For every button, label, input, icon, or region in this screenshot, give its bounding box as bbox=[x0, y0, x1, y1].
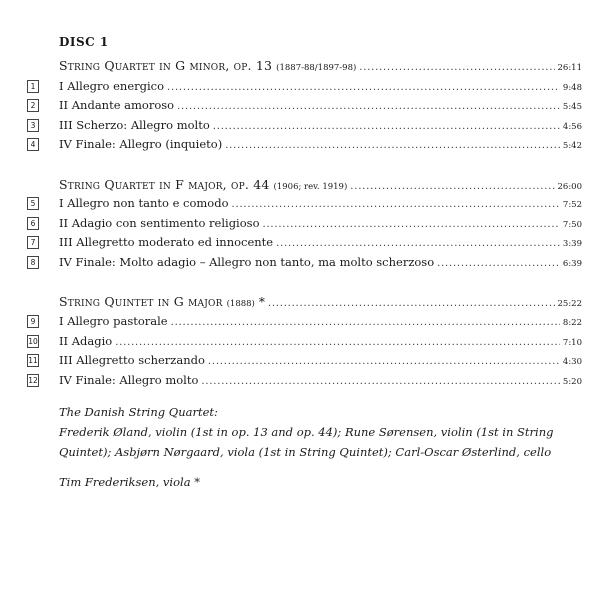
track-number: 6 bbox=[27, 217, 39, 230]
track-item bbox=[27, 235, 582, 251]
track-row bbox=[59, 216, 582, 230]
track-title: I Allegro non tanto e comodo bbox=[59, 196, 229, 210]
track-title: IV Finale: Allegro (inquieto) bbox=[59, 137, 223, 151]
track-duration: 3:39 bbox=[562, 239, 582, 249]
track-duration: 9:48 bbox=[562, 83, 582, 93]
track-row bbox=[59, 334, 582, 348]
track-number: 7 bbox=[27, 236, 39, 249]
track-duration: 4:56 bbox=[562, 122, 582, 132]
work-title: String Quartet in F major, op. 44 bbox=[59, 177, 270, 192]
track-title: II Andante amoroso bbox=[59, 98, 175, 112]
work-dates: (1888) bbox=[226, 299, 255, 309]
dot-leader bbox=[208, 356, 560, 367]
track-number: 8 bbox=[27, 256, 39, 269]
dot-leader bbox=[263, 219, 560, 230]
track-title: III Allegretto moderato ed innocente bbox=[59, 235, 274, 249]
track-row bbox=[59, 79, 582, 93]
track-title: I Allegro pastorale bbox=[59, 314, 168, 328]
disc-label: DISC 1 bbox=[59, 35, 109, 49]
dot-leader bbox=[232, 199, 560, 210]
track-title: IV Finale: Allegro molto bbox=[59, 373, 199, 387]
track-title: II Adagio con sentimento religioso bbox=[59, 216, 260, 230]
work-star: * bbox=[258, 295, 265, 309]
track-title: I Allegro energico bbox=[59, 79, 165, 93]
track-item bbox=[27, 98, 582, 114]
work-title: String Quintet in G major bbox=[59, 294, 223, 309]
track-item bbox=[27, 118, 582, 134]
track-row bbox=[59, 235, 582, 249]
track-duration: 7:50 bbox=[562, 220, 582, 230]
dot-leader bbox=[268, 298, 555, 309]
track-number: 12 bbox=[28, 376, 38, 385]
ensemble-name: The Danish String Quartet: bbox=[59, 405, 218, 419]
work-heading bbox=[59, 177, 582, 193]
track-item bbox=[27, 314, 582, 330]
work-dates: (1906; rev. 1919) bbox=[273, 182, 348, 192]
dot-leader bbox=[167, 82, 560, 93]
track-item bbox=[27, 255, 582, 271]
track-duration: 7:10 bbox=[562, 338, 582, 348]
track-row bbox=[59, 118, 582, 132]
track-duration: 7:52 bbox=[562, 200, 582, 210]
work-title: String Quartet in G minor, op. 13 bbox=[59, 58, 273, 73]
track-duration: 5:42 bbox=[562, 141, 582, 151]
dot-leader bbox=[225, 140, 560, 151]
track-item bbox=[27, 334, 582, 350]
track-duration: 5:20 bbox=[562, 377, 582, 387]
dot-leader bbox=[350, 181, 554, 192]
track-number: 10 bbox=[28, 337, 38, 346]
track-row bbox=[59, 196, 582, 210]
track-row bbox=[59, 314, 582, 328]
dot-leader bbox=[213, 121, 560, 132]
work-duration: 25:22 bbox=[557, 299, 582, 309]
track-title: IV Finale: Molto adagio – Allegro non tanto, ma molto scherzoso bbox=[59, 255, 435, 269]
track-duration: 6:39 bbox=[562, 259, 582, 269]
track-title: II Adagio bbox=[59, 334, 113, 348]
dot-leader bbox=[276, 238, 560, 249]
ensemble-members-line-1: Frederik Øland, violin (1st in op. 13 and op. 44); Rune Sørensen, violin (1st in String bbox=[59, 425, 554, 439]
track-row bbox=[59, 137, 582, 151]
work-heading bbox=[59, 58, 582, 74]
track-number: 9 bbox=[27, 315, 39, 328]
guest-performer: Tim Frederiksen, viola * bbox=[59, 475, 200, 489]
track-title: III Scherzo: Allegro molto bbox=[59, 118, 210, 132]
work-duration: 26:11 bbox=[557, 63, 582, 73]
dot-leader bbox=[177, 101, 560, 112]
track-duration: 5:45 bbox=[562, 102, 582, 112]
dot-leader bbox=[437, 258, 560, 269]
track-duration: 4:30 bbox=[562, 357, 582, 367]
work-heading bbox=[59, 294, 582, 310]
track-row bbox=[59, 255, 582, 269]
dot-leader bbox=[359, 62, 554, 73]
track-number: 3 bbox=[27, 119, 39, 132]
ensemble-members-line-2: Quintet); Asbjørn Nørgaard, viola (1st in String Quintet); Carl-Oscar Østerlind, cello bbox=[59, 445, 552, 459]
track-item bbox=[27, 353, 582, 369]
track-row bbox=[59, 373, 582, 387]
track-title: III Allegretto scherzando bbox=[59, 353, 205, 367]
track-number: 5 bbox=[27, 197, 39, 210]
track-item bbox=[27, 79, 582, 95]
work-duration: 26:00 bbox=[557, 182, 582, 192]
track-number: 11 bbox=[28, 356, 38, 365]
track-item bbox=[27, 373, 582, 389]
track-row bbox=[59, 98, 582, 112]
track-row bbox=[59, 353, 582, 367]
dot-leader bbox=[171, 317, 560, 328]
dot-leader bbox=[115, 337, 560, 348]
track-number: 4 bbox=[27, 138, 39, 151]
track-number: 2 bbox=[27, 99, 39, 112]
track-duration: 8:22 bbox=[562, 318, 582, 328]
track-item bbox=[27, 216, 582, 232]
track-number: 1 bbox=[27, 80, 39, 93]
work-dates: (1887-88/1897-98) bbox=[276, 63, 357, 73]
performer-credits bbox=[59, 402, 559, 492]
track-item bbox=[27, 196, 582, 212]
dot-leader bbox=[201, 376, 560, 387]
track-item bbox=[27, 137, 582, 153]
